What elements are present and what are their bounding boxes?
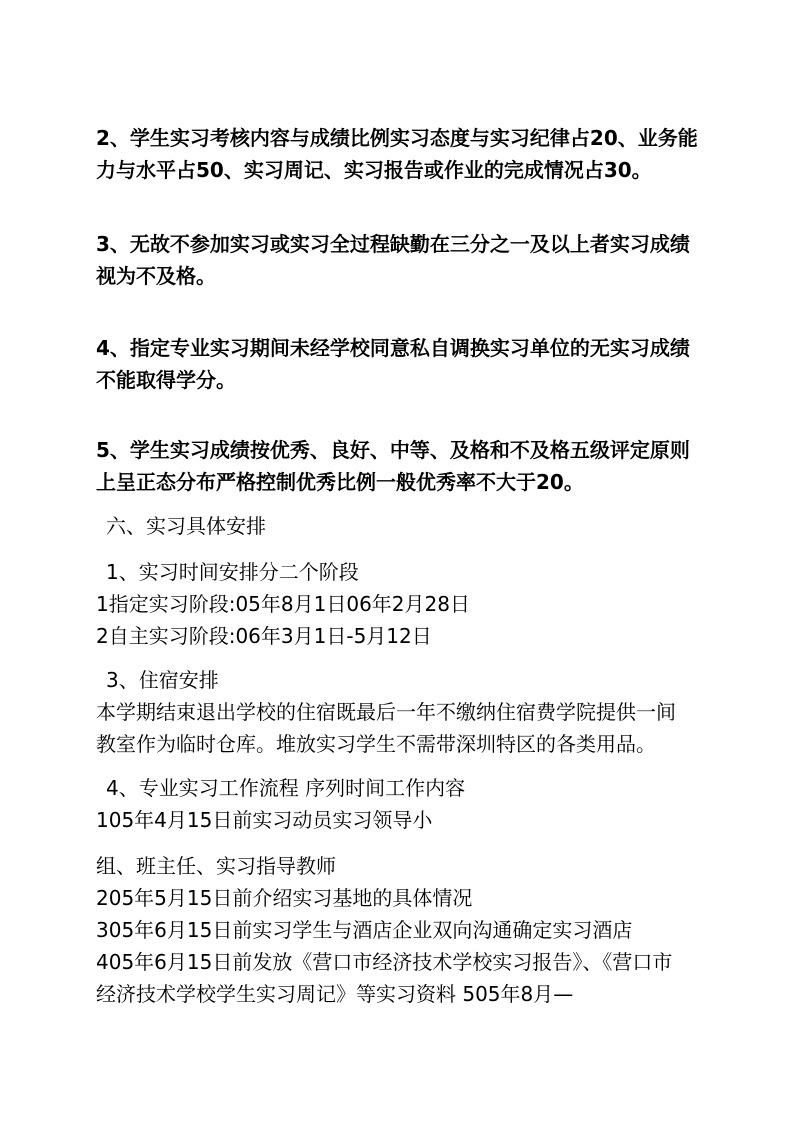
para-2-line-1: 2、学生实习考核内容与成绩比例实习态度与实习纪律占20、业务能 bbox=[96, 126, 698, 150]
item-4-line-1: 105年4月15日前实习动员实习领导小 bbox=[96, 808, 433, 832]
para-3-line-2: 视为不及格。 bbox=[96, 264, 216, 288]
item-1-line-2: 2自主实习阶段:06年3月1日-5月12日 bbox=[96, 624, 432, 648]
section-six-heading: 六、实习具体安排 bbox=[106, 514, 266, 538]
para-5-line-1: 5、学生实习成绩按优秀、良好、中等、及格和不及格五级评定原则 bbox=[96, 438, 690, 462]
item-1-line-1: 1指定实习阶段:05年8月1日06年2月28日 bbox=[96, 592, 470, 616]
para-4-line-1: 4、指定专业实习期间未经学校同意私自调换实习单位的无实习成绩 bbox=[96, 336, 690, 360]
item-3-line-1: 本学期结束退出学校的住宿既最后一年不缴纳住宿费学院提供一间 bbox=[96, 700, 676, 724]
para-3-line-1: 3、无故不参加实习或实习全过程缺勤在三分之一及以上者实习成绩 bbox=[96, 232, 690, 256]
para-5-line-2: 上呈正态分布严格控制优秀比例一般优秀率不大于20。 bbox=[96, 470, 584, 494]
item-3-title: 3、住宿安排 bbox=[106, 668, 219, 692]
item-4-line-6: 经济技术学校学生实习周记》等实习资料 505年8月— bbox=[96, 982, 574, 1006]
item-4-line-2: 组、班主任、实习指导教师 bbox=[96, 854, 336, 878]
item-4-line-5: 405年6月15日前发放《营口市经济技术学校实习报告》、《营口市 bbox=[96, 950, 673, 974]
para-4-line-2: 不能取得学分。 bbox=[96, 368, 236, 392]
item-1-title: 1、实习时间安排分二个阶段 bbox=[106, 560, 359, 584]
item-3-line-2: 教室作为临时仓库。堆放实习学生不需带深圳特区的各类用品。 bbox=[96, 732, 656, 756]
item-4-line-3: 205年5月15日前介绍实习基地的具体情况 bbox=[96, 886, 473, 910]
para-2-line-2: 力与水平占50、实习周记、实习报告或作业的完成情况占30。 bbox=[96, 158, 652, 182]
item-4-line-4: 305年6月15日前实习学生与酒店企业双向沟通确定实习酒店 bbox=[96, 918, 633, 942]
item-4-title: 4、专业实习工作流程 序列时间工作内容 bbox=[106, 776, 466, 800]
